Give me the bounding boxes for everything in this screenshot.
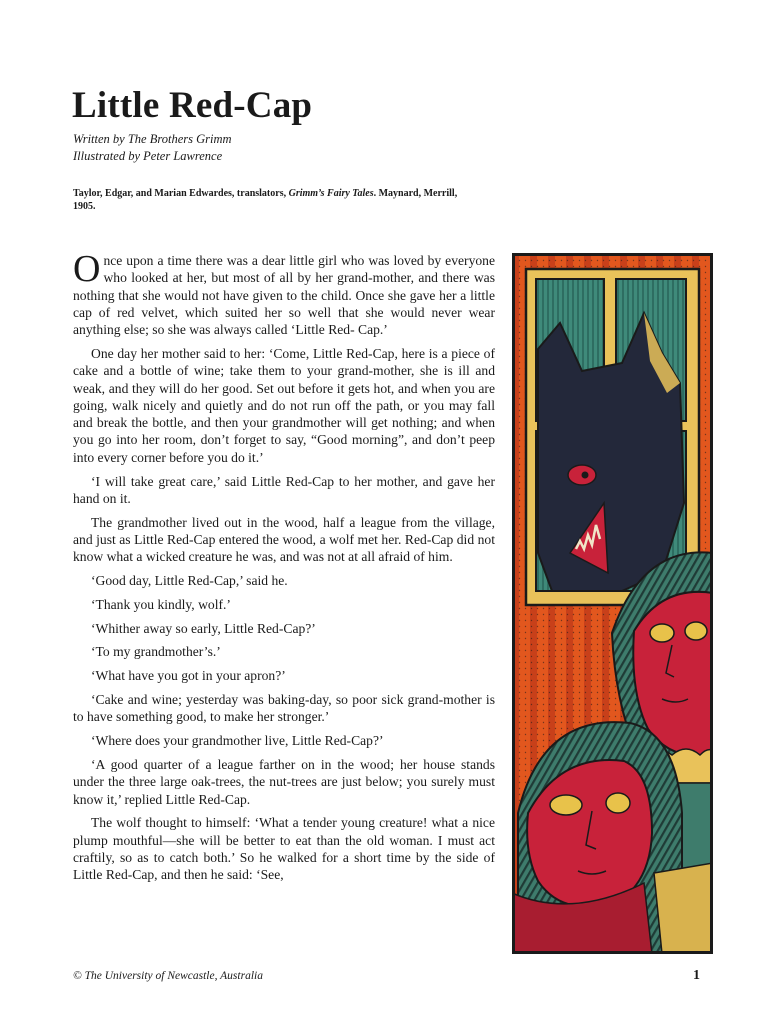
author-credit: Written by The Brothers Grimm	[73, 132, 232, 146]
illustrator-credit: Illustrated by Peter Lawrence	[73, 149, 223, 163]
story-paragraph	[73, 248, 495, 338]
grandmother-eye	[650, 624, 674, 642]
story-body	[73, 248, 495, 890]
story-paragraph: ‘Cake and wine; yesterday was baking-day, so poor sick grand-mother is to have something good, to make her stronger.’	[73, 692, 495, 725]
story-paragraph: ‘What have you got in your apron?’	[91, 668, 286, 684]
story-title: Little Red-Cap	[72, 85, 313, 126]
story-paragraph: ‘Whither away so early, Little Red-Cap?’	[91, 620, 316, 636]
drop-cap: O	[73, 248, 101, 290]
story-paragraph: ‘I will take great care,’ said Little Red-Cap to her mother, and gave her hand on it.	[73, 473, 495, 506]
story-paragraph: ‘To my grandmother’s.’	[91, 644, 221, 660]
story-paragraph: ‘A good quarter of a league farther on in the wood; her house stands under the three large oak-trees, the nut-trees are just below; you surely must know it,’ replied Little Red-Cap.	[73, 756, 495, 807]
story-paragraph: ‘Good day, Little Red-Cap,’ said he.	[91, 573, 288, 589]
citation-book-title: Grimm’s Fairy Tales	[288, 188, 374, 199]
story-paragraph: The grandmother lived out in the wood, half a league from the village, and just as Little Red-Cap entered the wood, a wolf met her. Red-Cap did not know what a wicked creature he was, and was not at all afraid of him.	[73, 514, 495, 565]
story-paragraph: The wolf thought to himself: ‘What a tender young creature! what a nice plump mouthful—she will be better to eat than the old woman. I must act craftily, so as to catch both.’ So he walked for a short time by the side of Little Red-Cap, and then he said: ‘See,	[73, 815, 495, 883]
story-paragraph: One day her mother said to her: ‘Come, Little Red-Cap, here is a piece of cake and a bottle of wine; take them to your grand-mother, she is ill and weak, and they will do her good. Set out before it gets hot, and when you are going, walk nicely and quietly and do not run off the path, or you may fall and break the bottle, and then your grandmother will get nothing; and when you go into her room, don’t forget to say, “Good morning”, and don’t peep into every corner before you do it.’	[73, 345, 495, 465]
girl-eye	[606, 793, 630, 813]
source-citation	[73, 187, 473, 213]
story-paragraph: ‘Where does your grandmother live, Little Red-Cap?’	[91, 733, 384, 749]
story-illustration	[512, 253, 713, 954]
copyright-notice: © The University of Newcastle, Australia	[73, 970, 263, 982]
story-paragraph: ‘Thank you kindly, wolf.’	[91, 596, 231, 612]
citation-suffix: . Maynard, Merrill, 1905.	[73, 188, 458, 212]
byline	[73, 131, 232, 165]
basket	[654, 863, 713, 954]
grandmother-eye	[685, 622, 707, 640]
page-number: 1	[693, 968, 700, 983]
girl-eye	[550, 795, 582, 815]
citation-prefix: Taylor, Edgar, and Marian Edwardes, translators,	[73, 188, 289, 199]
paragraph-text: nce upon a time there was a dear little girl who was loved by everyone who looked at her, but most of all by her grand-mother, and there was nothing that she would not have given to the child. Once she gave her a little cap of red velvet, which suited her so well that she would never wear anything else; so she was always called ‘Little Red- Cap.’	[73, 253, 495, 338]
